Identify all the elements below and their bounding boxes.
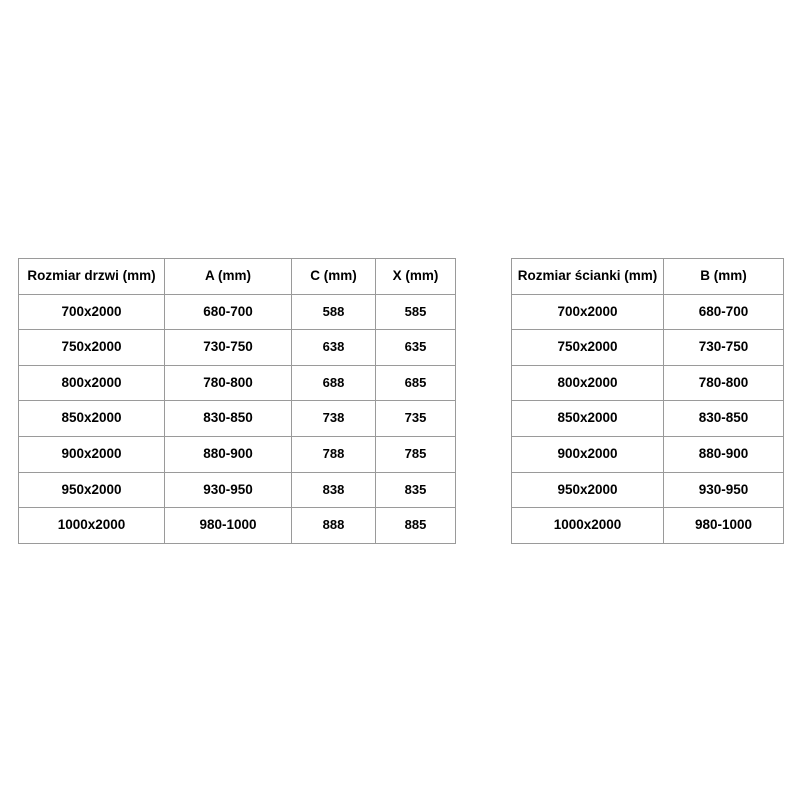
table-header-row — [19, 259, 456, 295]
table-row — [19, 436, 456, 472]
cell-b: 730-750 — [664, 330, 784, 366]
cell-door-size: 1000x2000 — [19, 508, 165, 544]
cell-a: 980-1000 — [165, 508, 292, 544]
cell-door-size: 900x2000 — [19, 436, 165, 472]
tables-container — [0, 258, 800, 544]
cell-a: 830-850 — [165, 401, 292, 437]
table-row — [19, 330, 456, 366]
cell-c: 788 — [292, 436, 376, 472]
cell-x: 835 — [376, 472, 456, 508]
table-row — [512, 330, 784, 366]
column-header-c: C (mm) — [292, 259, 376, 295]
column-header-b: B (mm) — [664, 259, 784, 295]
cell-a: 680-700 — [165, 294, 292, 330]
cell-c: 738 — [292, 401, 376, 437]
cell-door-size: 950x2000 — [19, 472, 165, 508]
cell-c: 588 — [292, 294, 376, 330]
cell-a: 880-900 — [165, 436, 292, 472]
column-header-a: A (mm) — [165, 259, 292, 295]
cell-wall-size: 1000x2000 — [512, 508, 664, 544]
wall-size-table-block — [511, 258, 783, 544]
column-header-door-size: Rozmiar drzwi (mm) — [19, 259, 165, 295]
cell-wall-size: 950x2000 — [512, 472, 664, 508]
cell-a: 930-950 — [165, 472, 292, 508]
table-header-row — [512, 259, 784, 295]
table-row — [512, 294, 784, 330]
cell-x: 685 — [376, 365, 456, 401]
column-header-x: X (mm) — [376, 259, 456, 295]
table-row — [19, 472, 456, 508]
cell-door-size: 800x2000 — [19, 365, 165, 401]
cell-a: 730-750 — [165, 330, 292, 366]
table-row — [512, 436, 784, 472]
table-row — [19, 294, 456, 330]
cell-door-size: 700x2000 — [19, 294, 165, 330]
cell-door-size: 850x2000 — [19, 401, 165, 437]
cell-wall-size: 700x2000 — [512, 294, 664, 330]
cell-x: 885 — [376, 508, 456, 544]
cell-wall-size: 750x2000 — [512, 330, 664, 366]
cell-b: 880-900 — [664, 436, 784, 472]
cell-x: 635 — [376, 330, 456, 366]
cell-door-size: 750x2000 — [19, 330, 165, 366]
cell-b: 830-850 — [664, 401, 784, 437]
table-row — [19, 508, 456, 544]
table-row — [512, 365, 784, 401]
cell-b: 980-1000 — [664, 508, 784, 544]
table-row — [19, 365, 456, 401]
cell-x: 585 — [376, 294, 456, 330]
table-row — [512, 508, 784, 544]
cell-c: 888 — [292, 508, 376, 544]
cell-a: 780-800 — [165, 365, 292, 401]
cell-x: 735 — [376, 401, 456, 437]
cell-wall-size: 800x2000 — [512, 365, 664, 401]
doors-size-table-block — [18, 258, 455, 544]
table-row — [512, 472, 784, 508]
cell-c: 838 — [292, 472, 376, 508]
cell-wall-size: 900x2000 — [512, 436, 664, 472]
table-row — [512, 401, 784, 437]
cell-c: 688 — [292, 365, 376, 401]
cell-b: 930-950 — [664, 472, 784, 508]
doors-size-table — [18, 258, 456, 544]
cell-wall-size: 850x2000 — [512, 401, 664, 437]
column-header-wall-size: Rozmiar ścianki (mm) — [512, 259, 664, 295]
cell-b: 680-700 — [664, 294, 784, 330]
cell-c: 638 — [292, 330, 376, 366]
cell-x: 785 — [376, 436, 456, 472]
cell-b: 780-800 — [664, 365, 784, 401]
wall-size-table — [511, 258, 784, 544]
table-row — [19, 401, 456, 437]
